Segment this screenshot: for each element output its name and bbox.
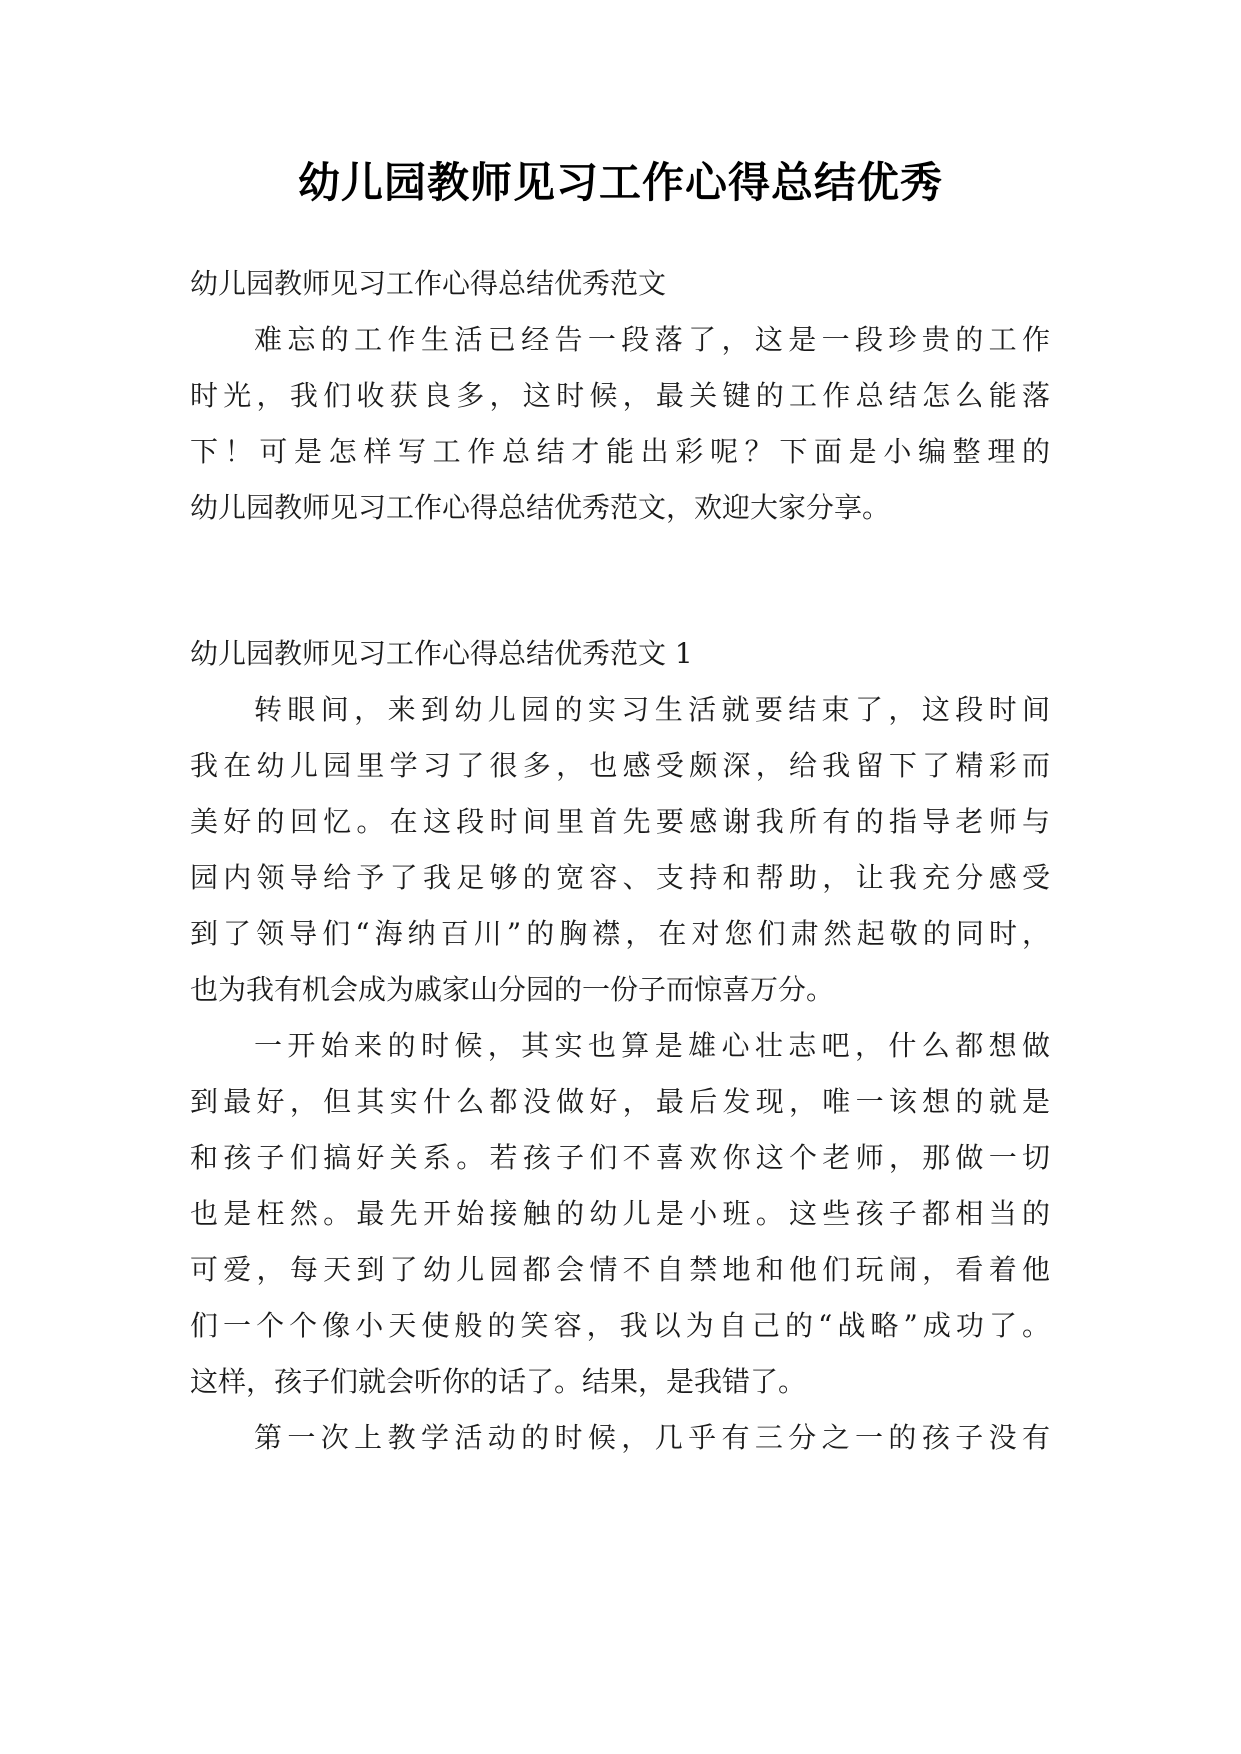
paragraph-line: 一开始来的时候，其实也算是雄心壮志吧，什么都想做 [254,1029,1050,1062]
paragraph-line: 我在幼儿园里学习了很多，也感受颇深，给我留下了精彩而 [190,749,1050,782]
document-title: 幼儿园教师见习工作心得总结优秀 [297,158,943,207]
document-subtitle: 幼儿园教师见习工作心得总结优秀范文 [190,267,667,300]
intro-line: 下！可是怎样写工作总结才能出彩呢？下面是小编整理的 [190,435,1050,468]
paragraph-line: 这样，孩子们就会听你的话了。结果，是我错了。 [190,1365,807,1398]
intro-line: 时光，我们收获良多，这时候，最关键的工作总结怎么能落 [190,379,1050,412]
paragraph-line: 第一次上教学活动的时候，几乎有三分之一的孩子没有 [254,1421,1050,1454]
paragraph-line: 到最好，但其实什么都没做好，最后发现，唯一该想的就是 [190,1085,1050,1118]
intro-line: 幼儿园教师见习工作心得总结优秀范文，欢迎大家分享。 [190,491,891,524]
paragraph-line: 可爱，每天到了幼儿园都会情不自禁地和他们玩闹，看着他 [190,1253,1050,1286]
intro-line: 难忘的工作生活已经告一段落了，这是一段珍贵的工作 [254,323,1050,356]
paragraph-line: 美好的回忆。在这段时间里首先要感谢我所有的指导老师与 [190,805,1050,838]
section-heading: 幼儿园教师见习工作心得总结优秀范文 1 [190,637,693,670]
paragraph-line: 转眼间，来到幼儿园的实习生活就要结束了，这段时间 [254,693,1050,726]
paragraph-line: 们一个个像小天使般的笑容，我以为自己的“战略”成功了。 [190,1309,1050,1342]
paragraph-line: 到了领导们“海纳百川”的胸襟，在对您们肃然起敬的同时， [190,917,1050,950]
paragraph-line: 和孩子们搞好关系。若孩子们不喜欢你这个老师，那做一切 [190,1141,1050,1174]
paragraph-line: 也是枉然。最先开始接触的幼儿是小班。这些孩子都相当的 [190,1197,1050,1230]
paragraph-line: 园内领导给予了我足够的宽容、支持和帮助，让我充分感受 [190,861,1050,894]
paragraph-line: 也为我有机会成为戚家山分园的一份子而惊喜万分。 [190,973,835,1006]
